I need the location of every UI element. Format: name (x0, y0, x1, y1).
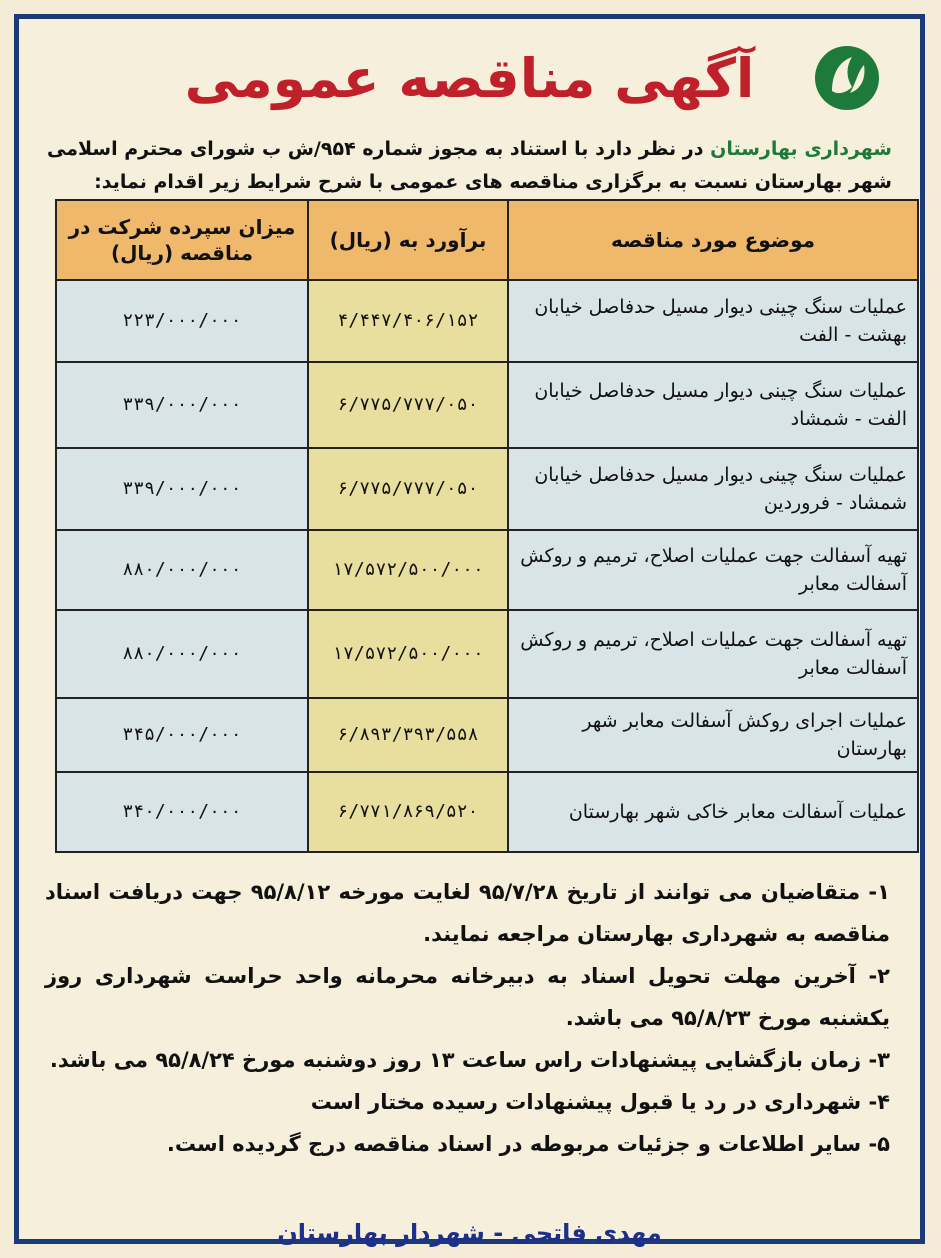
notice-page (14, 14, 925, 1247)
row-subject: تهیه آسفالت جهت عملیات اصلاح، ترمیم و روکش آسفالت معابر (508, 530, 918, 610)
row-subject: تهیه آسفالت جهت عملیات اصلاح، ترمیم و روکش آسفالت معابر (508, 610, 918, 698)
row-estimate: ۶/۸۹۳/۳۹۳/۵۵۸ (308, 698, 508, 772)
row-deposit: ۳۴۰/۰۰۰/۰۰۰ (56, 772, 308, 852)
row-estimate: ۶/۷۷۵/۷۷۷/۰۵۰ (308, 448, 508, 530)
row-subject: عملیات سنگ چینی دیوار مسیل حدفاصل خیابان شمشاد - فروردین (508, 448, 918, 530)
conditions-list (45, 871, 890, 1165)
row-estimate: ۶/۷۷۵/۷۷۷/۰۵۰ (308, 362, 508, 448)
row-estimate: ۶/۷۷۱/۸۶۹/۵۲۰ (308, 772, 508, 852)
row-subject: عملیات آسفالت معابر خاکی شهر بهارستان (508, 772, 918, 852)
table-row (56, 698, 918, 772)
row-subject: عملیات اجرای روکش آسفالت معابر شهر بهارستان (508, 698, 918, 772)
header-subject: موضوع مورد مناقصه (508, 200, 918, 280)
header-deposit: میزان سپرده شرکت در مناقصه (ریال) (56, 200, 308, 280)
condition-item: ۴- شهرداری در رد یا قبول پیشنهادات رسیده مختار است (310, 1090, 890, 1114)
row-deposit: ۸۸۰/۰۰۰/۰۰۰ (56, 530, 308, 610)
row-estimate: ۴/۴۴۷/۴۰۶/۱۵۲ (308, 280, 508, 362)
row-deposit: ۸۸۰/۰۰۰/۰۰۰ (56, 610, 308, 698)
notice-header (19, 25, 920, 135)
table-row (56, 610, 918, 698)
intro-text: در نظر دارد با استناد به مجوز شماره ۹۵۴/ش ب شورای محترم اسلامی شهر بهارستان نسبت به برگزاری مناقصه های عمومی با شرح شرایط زیر اقدام نماید: (47, 138, 892, 193)
row-subject: عملیات سنگ چینی دیوار مسیل حدفاصل خیابان بهشت - الفت (508, 280, 918, 362)
condition-item: ۲- آخرین مهلت تحویل اسناد به دبیرخانه محرمانه واحد حراست شهرداری روز یکشنبه مورخ ۹۵/۸/۲۳ می باشد. (45, 964, 890, 1030)
notice-title: آگهی مناقصه عمومی (184, 47, 755, 110)
table-row (56, 448, 918, 530)
condition-item: ۵- سایر اطلاعات و جزئیات مربوطه در اسناد مناقصه درج گردیده است. (166, 1132, 890, 1156)
table-row (56, 362, 918, 448)
row-deposit: ۳۳۹/۰۰۰/۰۰۰ (56, 362, 308, 448)
table-header-row (56, 200, 918, 280)
row-subject: عملیات سنگ چینی دیوار مسیل حدفاصل خیابان الفت - شمشاد (508, 362, 918, 448)
intro-paragraph (47, 133, 892, 199)
condition-item: ۱- متقاضیان می توانند از تاریخ ۹۵/۷/۲۸ لغایت مورخه ۹۵/۸/۱۲ جهت دریافت اسناد مناقصه به شهرداری بهارستان مراجعه نمایند. (45, 880, 890, 946)
tender-table (55, 199, 919, 853)
table-row (56, 530, 918, 610)
row-estimate: ۱۷/۵۷۲/۵۰۰/۰۰۰ (308, 610, 508, 698)
signature: مهدی فاتحی - شهردار بهارستان (277, 1219, 662, 1247)
organization-name: شهرداری بهارستان (710, 138, 892, 160)
row-deposit: ۳۳۹/۰۰۰/۰۰۰ (56, 448, 308, 530)
table-row (56, 280, 918, 362)
row-estimate: ۱۷/۵۷۲/۵۰۰/۰۰۰ (308, 530, 508, 610)
row-deposit: ۲۲۳/۰۰۰/۰۰۰ (56, 280, 308, 362)
condition-item: ۳- زمان بازگشایی پیشنهادات راس ساعت ۱۳ روز دوشنبه مورخ ۹۵/۸/۲۴ می باشد. (49, 1048, 890, 1072)
header-estimate: برآورد به (ریال) (308, 200, 508, 280)
table-row (56, 772, 918, 852)
row-deposit: ۳۴۵/۰۰۰/۰۰۰ (56, 698, 308, 772)
